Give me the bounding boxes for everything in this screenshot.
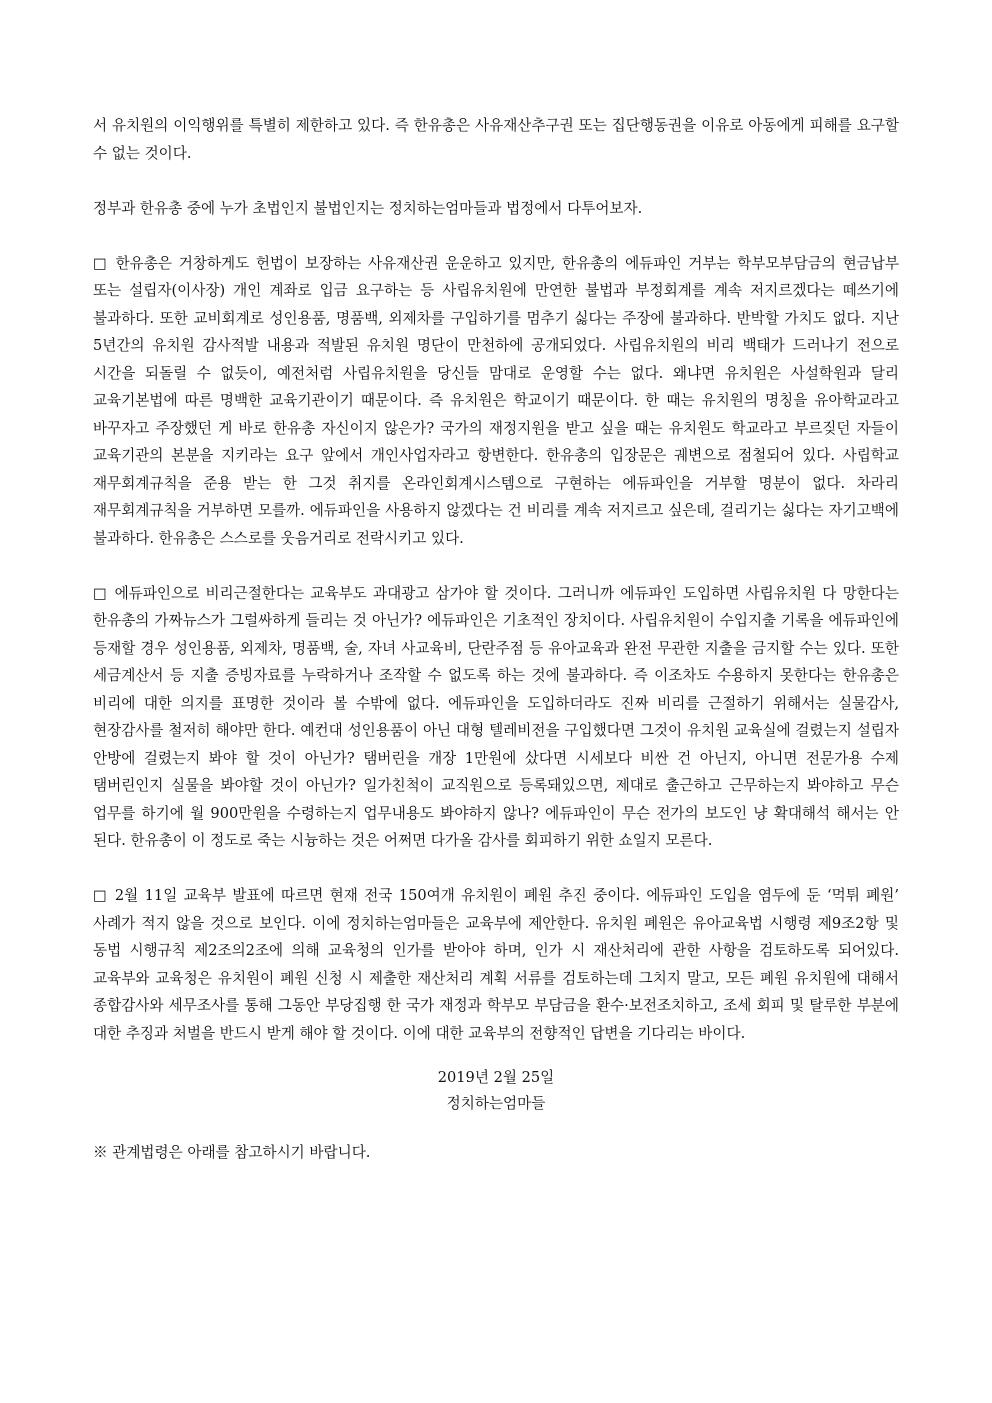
body-paragraph-1: 서 유치원의 이익행위를 특별히 제한하고 있다. 즉 한유총은 사유재산추구권 또는 집단행동권을 이유로 아동에게 피해를 요구할 수 없는 것이다. [93, 117, 899, 162]
reference-note: ※ 관계법령은 아래를 참고하시기 바랍니다. [93, 1144, 371, 1161]
signature-block [93, 1065, 899, 1117]
paragraph-spacer [93, 222, 899, 250]
body-paragraph-3: □ 한유총은 거창하게도 헌법이 보장하는 사유재산권 운운하고 있지만, 한유총의 에듀파인 거부는 학부모부담금의 현금납부 또는 설립자(이사장) 개인 계좌로 입금 요구하는 등 사립유치원에 만연한 불법과 부정회계를 계속 저지르겠다는 떼쓰기에 불과하다. 또한 교비회계로 성인용품, 명품백, 외제차를 구입하기를 멈추기 싫다는 주장에 불과하다. 반박할 가치도 없다. 지난 5년간의 유치원 감사적발 내용과 적발된 유치원 명단이 만천하에 공개되었다. 사립유치원의 비리 백태가 드러나기 전으로 시간을 되돌릴 수 없듯이, 예전처럼 사립유치원을 당신들 맘대로 운영할 수는 없다. 왜냐면 유치원은 사설학원과 달리 교육기본법에 따른 명백한 교육기관이기 때문이다. 즉 유치원은 학교이기 때문이다. 한 때는 유치원의 명칭을 유아학교라고 바꾸자고 주장했던 게 바로 한유총 자신이지 않은가? 국가의 재정지원을 받고 싶을 때는 유치원도 학교라고 부르짖던 자들이 교육기관의 본분을 지키라는 요구 앞에서 개인사업자라고 항변한다. 한유총의 입장문은 궤변으로 점철되어 있다. 사립학교 재무회계규칙을 준용 받는 한 그것 취지를 온라인회계시스템으로 구현하는 에듀파인을 거부할 명분이 없다. 차라리 재무회계규칙을 거부하면 모를까. 에듀파인을 사용하지 않겠다는 건 비리를 계속 저지르고 싶은데, 걸리기는 싫다는 자기고백에 불과하다. 한유총은 스스로를 웃음거리로 전락시키고 있다. [93, 254, 899, 547]
body-paragraph-4: □ 에듀파인으로 비리근절한다는 교육부도 과대광고 삼가야 할 것이다. 그러니까 에듀파인 도입하면 사립유치원 다 망한다는 한유총의 가짜뉴스가 그럴싸하게 들리는 것 아닌가? 에듀파인은 기초적인 장치이다. 사립유치원이 수입지출 기록을 에듀파인에 등재할 경우 성인용품, 외제차, 명품백, 술, 자녀 사교육비, 단란주점 등 유아교육과 완전 무관한 지출을 금지할 수는 있다. 또한 세금계산서 등 지출 증빙자료를 누락하거나 조작할 수 없도록 하는 것에 불과하다. 즉 이조차도 수용하지 못한다는 한유총은 비리에 대한 의지를 표명한 것이라 볼 수밖에 없다. 에듀파인을 도입하더라도 진짜 비리를 근절하기 위해서는 실물감사, 현장감사를 철저히 해야만 한다. 예컨대 성인용품이 아닌 대형 텔레비전을 구입했다면 그것이 유치원 교육실에 걸렸는지 설립자 안방에 걸렸는지 봐야 할 것이 아닌가? 탬버린을 개장 1만원에 샀다면 시세보다 비싼 건 아닌지, 아니면 전문가용 수제 탬버린인지 실물을 봐야할 것이 아닌가? 일가친척이 교직원으로 등록돼있으면, 제대로 출근하고 근무하는지 봐야하고 무슨 업무를 하기에 월 900만원을 수령하는지 업무내용도 봐야하지 않나? 에듀파인이 무슨 전가의 보도인 냥 확대해석 해서는 안 된다. 한유총이 이 정도로 죽는 시늉하는 것은 어쩌면 다가올 감사를 회피하기 위한 쇼일지 모른다. [93, 584, 899, 849]
body-paragraph-5: □ 2월 11일 교육부 발표에 따르면 현재 전국 150여개 유치원이 폐원 추진 중이다. 에듀파인 도입을 염두에 둔 ‘먹튀 폐원’ 사례가 적지 않을 것으로 보인다. 이에 정치하는엄마들은 교육부에 제안한다. 유치원 폐원은 유아교육법 시행령 제9조2항 및 동법 시행규칙 제2조의2조에 의해 교육청의 인가를 받아야 하며, 인가 시 재산처리에 관한 사항을 검토하도록 되어있다. 교육부와 교육청은 유치원이 폐원 신청 시 제출한 재산처리 계획 서류를 검토하는데 그치지 말고, 모든 폐원 유치원에 대해서 종합감사와 세무조사를 통해 그동안 부당집행 한 국가 재정과 학부모 부담금을 환수·보전조치하고, 조세 회피 및 탈루한 부분에 대한 추징과 처벌을 반드시 받게 해야 할 것이다. 이에 대한 교육부의 전향적인 답변을 기다리는 바이다. [93, 887, 899, 1042]
paragraph-spacer [93, 855, 899, 883]
body-paragraph-2: 정부과 한유총 중에 누가 초법인지 불법인지는 정치하는엄마들과 법정에서 다투어보자. [93, 199, 643, 217]
author-name: 정치하는엄마들 [446, 1095, 546, 1112]
paragraph-spacer [93, 552, 899, 580]
document-body [93, 112, 899, 1167]
document-date: 2019년 2월 25일 [437, 1069, 555, 1086]
paragraph-spacer [93, 167, 899, 195]
